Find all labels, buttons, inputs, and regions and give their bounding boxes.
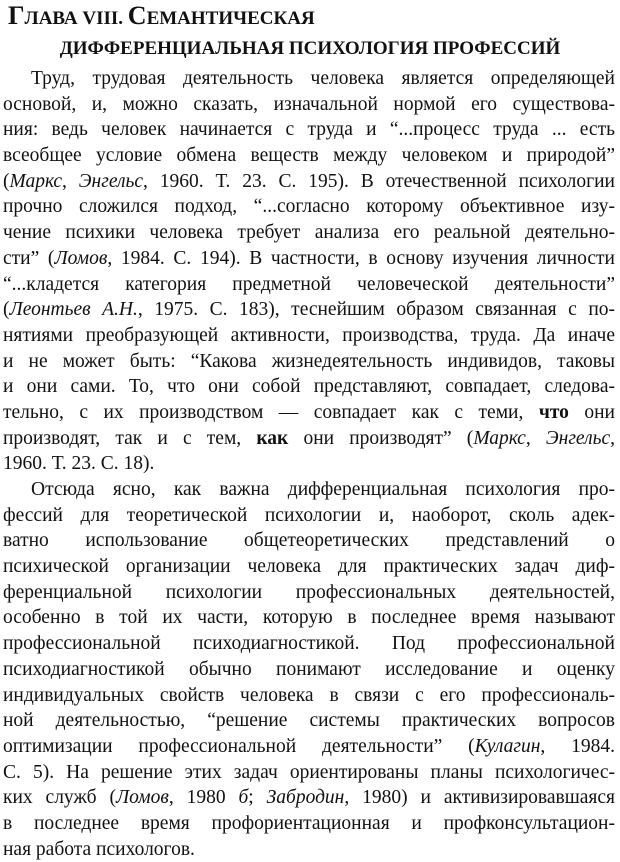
- text-run: , 1984.: [540, 735, 615, 757]
- citation-author: Ломов: [115, 787, 169, 809]
- text-line: [3, 683, 615, 709]
- text-run: ;: [248, 787, 267, 809]
- heading-initial-glava: Г: [8, 4, 25, 30]
- text-run: сти” (: [3, 247, 55, 269]
- text-run: индивидуальных свойств человека в связи с его профессиональ-: [3, 684, 615, 706]
- text-line: [3, 92, 615, 118]
- text-run: психической организации человека для практических задач диф-: [3, 556, 615, 578]
- text-line: [3, 734, 615, 760]
- text-line: [3, 117, 615, 143]
- text-line: [3, 400, 615, 426]
- heading-initial-sem: С: [127, 4, 147, 30]
- text-run: , 1980) и активизировавшаяся: [344, 787, 615, 809]
- text-run: и они сами. То, что они собой представляют, совпадает, следова-: [3, 376, 615, 398]
- text-run: производят, так и с тем,: [3, 427, 257, 449]
- text-line: [3, 811, 615, 837]
- text-line: [3, 528, 615, 554]
- text-run: , 1980: [168, 787, 239, 809]
- text-line: [3, 708, 615, 734]
- citation-author: Ломов: [54, 247, 108, 269]
- text-run: ,: [62, 170, 79, 192]
- text-line: [3, 272, 615, 298]
- citation-author: Энгельс: [545, 427, 611, 449]
- text-line: [3, 657, 615, 683]
- text-run: всеобщее условие обмена веществ между человеком и природой”: [3, 145, 615, 167]
- text-line: [3, 580, 615, 606]
- text-run: ,: [525, 427, 546, 449]
- text-line: [3, 837, 615, 862]
- text-run: профессиональной психодиагностикой. Под профессиональной: [3, 633, 615, 655]
- text-run: тельно, с их производством — совпадает как с теми,: [3, 401, 539, 423]
- text-line: [3, 220, 615, 246]
- text-run: , 1984. С. 194). В частности, в основу изучения личности: [107, 247, 615, 269]
- citation-author: Энгельс: [78, 170, 144, 192]
- text-line: [3, 169, 615, 195]
- heading-word-semanticheskaya: ЕМАНТИЧЕСКАЯ: [146, 8, 315, 29]
- citation-author: Маркс: [473, 427, 526, 449]
- citation-author: Маркс: [9, 170, 63, 192]
- text-run: Труд, трудовая деятельность человека является определяющей: [31, 68, 615, 89]
- text-run: ной деятельностью, “решение системы практических вопросов: [3, 710, 615, 732]
- text-line: [3, 631, 615, 657]
- text-run: оптимизации профессиональной деятельности” (: [3, 735, 475, 757]
- paragraph: [3, 477, 615, 862]
- citation-author: Кулагин: [474, 735, 541, 757]
- text-run: фессий для теоретической психологии и, наоборот, сколь адек-: [3, 504, 615, 526]
- text-run: (: [3, 170, 10, 192]
- citation-author: Леонтьев А.Н.: [9, 299, 138, 321]
- text-line: [3, 477, 615, 503]
- text-run: психодиагностикой обычно понимают исследование и оценку: [3, 658, 615, 680]
- text-line: [3, 374, 615, 400]
- text-line: [3, 503, 615, 529]
- paragraph: [3, 66, 615, 477]
- text-line: [3, 451, 615, 477]
- text-run: ких служб (: [3, 787, 116, 809]
- text-run: основой, и, можно сказать, изначальной нормой его существова-: [3, 93, 615, 115]
- text-run: ференциальной психологии профессиональных деятельностей,: [3, 581, 615, 603]
- body-text: [3, 66, 615, 862]
- text-run: ватно использование общетеоретических представлений о: [3, 530, 615, 552]
- text-run: 1960. Т. 23. С. 18).: [3, 453, 155, 475]
- text-run: ния: ведь человек начинается с труда и “...процесс труда ... есть: [3, 119, 615, 141]
- text-run: Отсюда ясно, как важна дифференциальная психология про-: [31, 479, 615, 500]
- citation-author: Забродин: [266, 787, 345, 809]
- citation-author: б: [238, 787, 249, 809]
- text-run: они производят” (: [288, 427, 474, 449]
- text-run: нятиями преобразующей активности, производства, труда. Да иначе: [3, 324, 615, 346]
- text-run: (: [3, 299, 10, 321]
- emphasis-word: что: [538, 401, 569, 423]
- text-line: [3, 426, 615, 452]
- text-line: [3, 194, 615, 220]
- heading-word-glava: ЛАВА: [24, 8, 78, 29]
- text-line: [3, 785, 615, 811]
- text-line: [3, 349, 615, 375]
- text-line: [3, 143, 615, 169]
- text-line: [3, 246, 615, 272]
- text-line: [3, 760, 615, 786]
- text-run: они: [568, 401, 615, 423]
- text-run: прочно сложился подход, “...согласно которому объективное изу-: [3, 196, 615, 218]
- text-run: ная работа психологов.: [3, 838, 195, 860]
- text-run: , 1975. С. 183), теснейшим образом связанная с по-: [137, 299, 615, 321]
- text-run: в последнее время профориентационная и профконсультацион-: [3, 812, 615, 834]
- text-run: “...кладется категория предметной человеческой деятельности”: [3, 273, 615, 295]
- emphasis-word: как: [256, 427, 289, 449]
- text-run: особенно в той их части, которую в последнее время называют: [3, 607, 615, 629]
- chapter-heading-line-1: [0, 4, 620, 31]
- text-line: [3, 297, 615, 323]
- text-line: [3, 66, 615, 92]
- heading-chapter-number: VIII.: [77, 8, 128, 29]
- text-line: [3, 554, 615, 580]
- text-run: чение психики человека требует анализа его реальной деятельно-: [3, 222, 615, 244]
- text-run: и не может быть: “Какова жизнедеятельность индивидов, таковы: [3, 350, 615, 372]
- text-run: С. 5). На решение этих задач ориентированы планы психологичес-: [3, 761, 615, 783]
- text-line: [3, 323, 615, 349]
- text-run: , 1960. Т. 23. С. 195). В отечественной психологии: [143, 170, 615, 192]
- text-line: [3, 605, 615, 631]
- text-run: ,: [610, 427, 615, 449]
- chapter-heading-line-2: ДИФФЕРЕНЦИАЛЬНАЯ ПСИХОЛОГИЯ ПРОФЕССИЙ: [59, 38, 561, 59]
